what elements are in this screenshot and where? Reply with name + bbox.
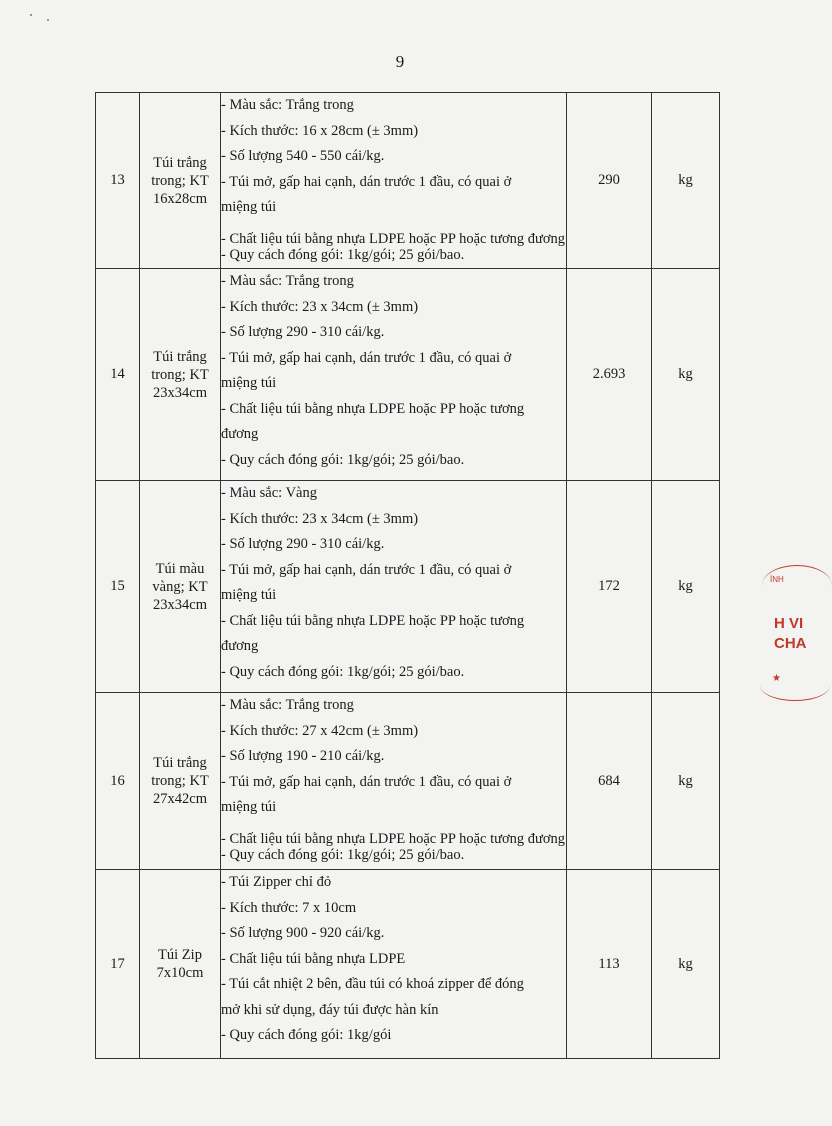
description-line: - Màu sắc: Vàng [221,485,317,501]
unit-cell: kg [652,93,720,269]
unit-cell: kg [652,481,720,693]
item-name-line: Túi Zip [158,947,202,963]
table-row [96,693,720,870]
description-line: - Chất liệu túi bằng nhựa LDPE hoặc PP hoặc tương đương - Quy cách đóng gói: 1kg/gói; 25 gói/bao. [221,830,566,863]
item-name-cell [140,693,221,870]
description-line: đương [221,638,259,654]
quantity-cell: 113 [567,870,652,1059]
page-number: 9 [395,52,405,71]
red-stamp [760,565,820,705]
item-name-line: 27x42cm [153,791,207,807]
description-line: - Số lượng 900 - 920 cái/kg. [221,925,385,941]
description-line: - Túi mở, gấp hai cạnh, dán trước 1 đầu, có quai ở [221,561,512,578]
description-line: - Quy cách đóng gói: 1kg/gói; 25 gói/bao. [221,663,465,680]
scan-speck [30,14,32,16]
table-row [96,481,720,693]
description-line: miệng túi [221,375,277,391]
item-name-line: trong; KT [151,773,209,789]
unit-cell: kg [652,693,720,870]
description-line: - Kích thước: 7 x 10cm [221,899,357,916]
spec-table [95,92,720,1059]
description-line: miệng túi [221,799,277,815]
stamp-text-top: ÍNH [770,575,784,584]
quantity-cell: 684 [567,693,652,870]
quantity-cell: 172 [567,481,652,693]
item-name-line: 7x10cm [156,965,204,981]
description-line: - Số lượng 290 - 310 cái/kg. [221,324,385,340]
quantity-cell: 290 [567,93,652,269]
item-name-line: vàng; KT [152,578,208,595]
description-line: - Màu sắc: Trắng trong [221,697,354,713]
stamp-text-line1: H VI [774,615,804,632]
item-name-cell [140,93,221,269]
scan-speck [47,19,49,21]
stamp-arc [762,565,832,606]
item-name-line: 16x28cm [153,190,207,207]
description-line: - Số lượng 540 - 550 cái/kg. [221,148,385,164]
description-line: - Số lượng 290 - 310 cái/kg. [221,536,385,552]
description-line: - Chất liệu túi bằng nhựa LDPE [221,950,406,967]
row-index: 17 [96,870,140,1059]
description-line: - Màu sắc: Trắng trong [221,273,354,289]
description-line: - Túi mở, gấp hai cạnh, dán trước 1 đầu, có quai ở [221,773,512,790]
description-cell [221,481,567,693]
description-cell [221,269,567,481]
item-name-cell [140,269,221,481]
quantity-cell: 2.693 [567,269,652,481]
item-name-line: 23x34cm [153,384,207,401]
description-line: - Màu sắc: Trắng trong [221,97,354,113]
description-cell [221,870,567,1059]
table-row [96,269,720,481]
description-cell [221,93,567,269]
unit-cell: kg [652,269,720,481]
stamp-text-line2: CHA [774,635,807,652]
description-line: miệng túi [221,587,277,603]
description-line: - Túi Zipper chỉ đỏ [221,874,332,890]
item-name-line: Túi trắng [153,348,207,365]
description-line: - Túi mở, gấp hai cạnh, dán trước 1 đầu, có quai ở [221,349,512,366]
description-line: - Túi mở, gấp hai cạnh, dán trước 1 đầu, có quai ở [221,173,512,190]
unit-cell: kg [652,870,720,1059]
row-index: 15 [96,481,140,693]
description-line: - Kích thước: 16 x 28cm (± 3mm) [221,122,419,139]
description-line: - Quy cách đóng gói: 1kg/gói [221,1027,392,1043]
table-row [96,870,720,1059]
description-line: - Số lượng 190 - 210 cái/kg. [221,748,385,764]
description-line: - Chất liệu túi bằng nhựa LDPE hoặc PP hoặc tương đương - Quy cách đóng gói: 1kg/gói; 25 gói/bao. [221,230,566,263]
description-line: - Kích thước: 23 x 34cm (± 3mm) [221,510,419,527]
row-index: 16 [96,693,140,870]
row-index: 13 [96,93,140,269]
description-line: - Kích thước: 23 x 34cm (± 3mm) [221,298,419,315]
description-line: miệng túi [221,199,277,215]
item-name-line: trong; KT [151,172,209,189]
description-line: đương [221,426,259,442]
description-cell [221,693,567,870]
item-name-cell [140,481,221,693]
description-line: - Chất liệu túi bằng nhựa LDPE hoặc PP hoặc tương [221,400,525,417]
item-name-line: Túi trắng [153,154,207,171]
description-line: - Quy cách đóng gói: 1kg/gói; 25 gói/bao. [221,451,465,468]
table-row [96,93,720,269]
stamp-star-icon: ★ [772,673,781,684]
item-name-line: trong; KT [151,366,209,383]
item-name-cell [140,870,221,1059]
item-name-line: Túi màu [155,560,205,577]
row-index: 14 [96,269,140,481]
description-line: - Chất liệu túi bằng nhựa LDPE hoặc PP hoặc tương [221,612,525,629]
stamp-arc [760,670,830,701]
description-line: - Túi cắt nhiệt 2 bên, đầu túi có khoá zipper để đóng [221,976,524,992]
description-line: - Kích thước: 27 x 42cm (± 3mm) [221,722,419,739]
description-line: mở khi sử dụng, đáy túi được hàn kín [221,1001,439,1018]
item-name-line: 23x34cm [153,596,207,613]
item-name-line: Túi trắng [153,755,207,771]
